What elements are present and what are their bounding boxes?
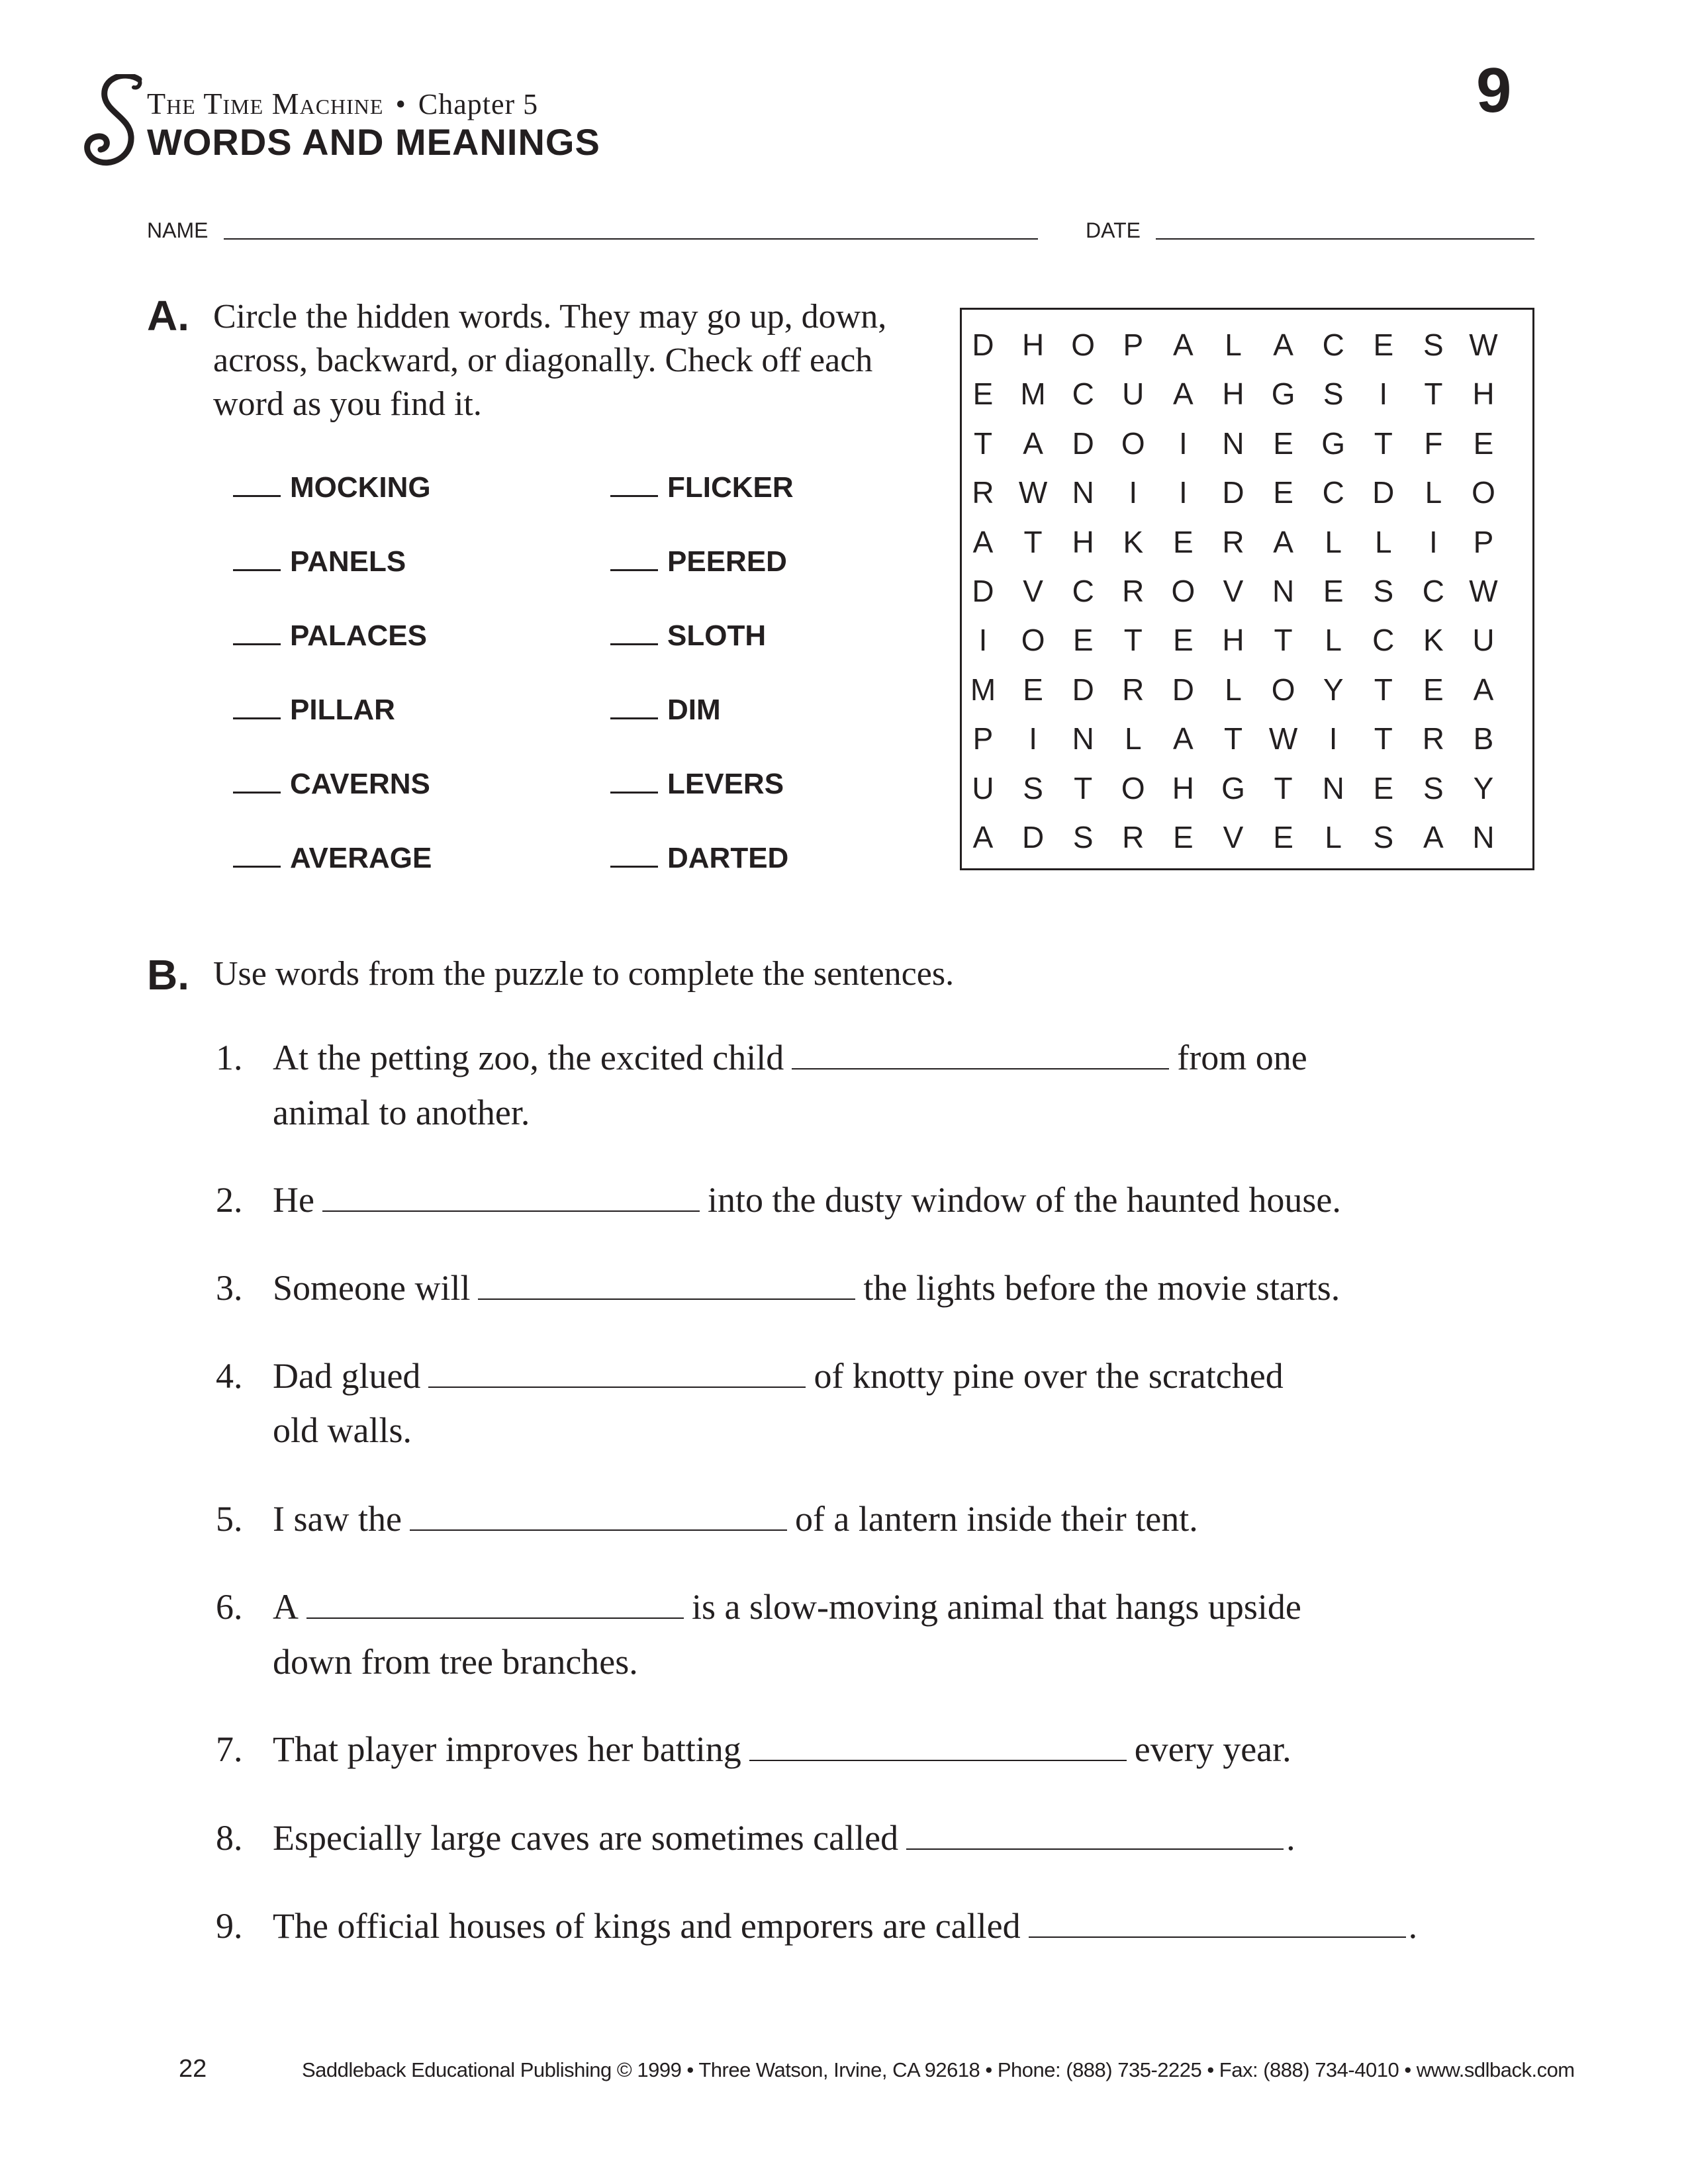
section-a-letter: A. (147, 292, 189, 340)
check-blank[interactable] (233, 488, 281, 497)
sentence-4: Dad glued of knotty pine over the scratched (273, 1356, 1284, 1396)
sentence-1: At the petting zoo, the excited child from one (273, 1038, 1307, 1077)
puzzle-letter[interactable]: T (973, 426, 993, 461)
puzzle-letter[interactable]: A (1173, 328, 1194, 362)
puzzle-letter[interactable]: K (1423, 623, 1444, 658)
check-blank[interactable] (610, 711, 658, 719)
puzzle-letter[interactable]: L (1375, 524, 1392, 559)
puzzle-letter[interactable]: H (1172, 770, 1194, 805)
puzzle-letter[interactable]: P (972, 721, 994, 756)
puzzle-letter[interactable]: E (1423, 672, 1444, 707)
puzzle-letter[interactable]: E (1173, 820, 1194, 854)
puzzle-letter[interactable]: G (1221, 770, 1245, 805)
puzzle-letter[interactable]: I (1179, 426, 1188, 461)
book-title: The Time Machine (147, 87, 384, 120)
puzzle-letter[interactable]: U (972, 770, 994, 805)
puzzle-letter[interactable]: S (1373, 574, 1394, 608)
answer-blank[interactable] (478, 1269, 855, 1300)
answer-blank[interactable] (1029, 1907, 1406, 1938)
section-b-letter: B. (147, 951, 189, 999)
puzzle-letter[interactable]: G (1321, 426, 1346, 461)
puzzle-letter[interactable]: V (1223, 820, 1244, 854)
check-blank[interactable] (233, 637, 281, 645)
puzzle-letter[interactable]: H (1472, 377, 1495, 412)
puzzle-letter[interactable]: W (1018, 475, 1048, 510)
sentence-number: 7. (216, 1729, 243, 1769)
check-blank[interactable] (233, 859, 281, 868)
puzzle-letter[interactable]: A (1173, 721, 1194, 756)
answer-blank[interactable] (428, 1357, 806, 1388)
puzzle-letter[interactable]: T (1123, 623, 1143, 658)
puzzle-letter[interactable]: O (1121, 426, 1145, 461)
puzzle-letter[interactable]: C (1072, 574, 1094, 608)
puzzle-letter[interactable]: H (1222, 377, 1244, 412)
puzzle-letter[interactable]: D (972, 574, 994, 608)
puzzle-letter[interactable]: I (1379, 377, 1388, 412)
puzzle-letter[interactable]: A (1273, 524, 1293, 559)
puzzle-letter[interactable]: R (1222, 524, 1244, 559)
sentence-number: 9. (216, 1906, 243, 1946)
puzzle-letter[interactable]: L (1325, 820, 1342, 854)
word-search-grid (960, 308, 1534, 870)
puzzle-letter[interactable]: T (1374, 672, 1393, 707)
puzzle-letter[interactable]: I (978, 623, 988, 658)
puzzle-letter[interactable]: N (1222, 426, 1244, 461)
puzzle-letter[interactable]: C (1072, 377, 1094, 412)
answer-blank[interactable] (322, 1181, 700, 1212)
sentence-number: 1. (216, 1038, 243, 1077)
word-item[interactable]: PALACES (233, 619, 427, 653)
puzzle-letter[interactable]: T (1424, 377, 1443, 412)
sentence-number: 6. (216, 1587, 243, 1627)
name-label: NAME (147, 218, 209, 242)
puzzle-letter[interactable]: M (970, 672, 996, 707)
word-item[interactable]: AVERAGE (233, 842, 432, 875)
puzzle-letter[interactable]: D (1072, 672, 1094, 707)
puzzle-letter[interactable]: D (1172, 672, 1194, 707)
chapter-label: Chapter 5 (418, 88, 539, 120)
sentence-9: The official houses of kings and emporers are called . (273, 1906, 1418, 1946)
puzzle-letter[interactable]: A (1023, 426, 1043, 461)
puzzle-letter[interactable]: E (1473, 426, 1494, 461)
puzzle-letter[interactable]: N (1322, 770, 1344, 805)
puzzle-letter[interactable]: E (1323, 574, 1344, 608)
puzzle-letter[interactable]: R (972, 475, 994, 510)
answer-blank[interactable] (906, 1819, 1284, 1850)
sentence-number: 5. (216, 1499, 243, 1539)
puzzle-letter[interactable]: I (1029, 721, 1037, 756)
sentence-number: 2. (216, 1180, 243, 1220)
word-item[interactable]: PANELS (233, 545, 406, 578)
puzzle-letter[interactable]: T (1274, 770, 1293, 805)
puzzle-letter[interactable]: N (1072, 475, 1094, 510)
sentence-8: Especially large caves are sometimes called . (273, 1818, 1295, 1858)
puzzle-letter[interactable]: E (1072, 623, 1094, 658)
puzzle-letter[interactable]: H (1021, 328, 1045, 362)
puzzle-letter[interactable]: N (1472, 820, 1495, 854)
puzzle-letter[interactable]: A (972, 820, 994, 854)
puzzle-letter[interactable]: D (1222, 475, 1244, 510)
puzzle-letter[interactable]: A (972, 524, 994, 559)
check-blank[interactable] (610, 859, 658, 868)
puzzle-letter[interactable]: C (1322, 475, 1344, 510)
sentence-number: 4. (216, 1356, 243, 1396)
section-a-instructions: Circle the hidden words. They may go up, down, across, backward, or diagonally. Check off each word as you find it. (213, 298, 887, 423)
word-item[interactable]: DARTED (610, 842, 788, 875)
puzzle-letter[interactable]: D (972, 328, 994, 362)
puzzle-letter[interactable]: D (1072, 426, 1094, 461)
puzzle-letter[interactable]: L (1425, 475, 1442, 510)
answer-blank[interactable] (410, 1500, 787, 1531)
puzzle-letter[interactable]: A (1473, 672, 1494, 707)
puzzle-letter[interactable]: T (1023, 524, 1043, 559)
puzzle-letter[interactable]: O (1021, 623, 1045, 658)
word-item[interactable]: CAVERNS (233, 768, 430, 801)
puzzle-letter[interactable]: S (1373, 820, 1394, 854)
puzzle-letter[interactable]: I (1179, 475, 1188, 510)
puzzle-letter[interactable]: I (1129, 475, 1138, 510)
puzzle-letter[interactable]: S (1023, 770, 1043, 805)
puzzle-letter[interactable]: P (1473, 524, 1494, 559)
answer-blank[interactable] (749, 1731, 1127, 1761)
puzzle-letter[interactable]: L (1225, 672, 1242, 707)
puzzle-letter[interactable]: C (1322, 328, 1344, 362)
puzzle-letter[interactable]: L (1125, 721, 1142, 756)
puzzle-letter[interactable]: W (1469, 574, 1498, 608)
puzzle-letter[interactable]: K (1123, 524, 1144, 559)
puzzle-letter[interactable]: A (1173, 377, 1194, 412)
series-title: The Time Machine • Chapter 5 (147, 87, 539, 120)
page-number: 22 (179, 2055, 207, 2083)
puzzle-letter[interactable]: D (1372, 475, 1395, 510)
worksheet-number: 9 (1476, 55, 1512, 126)
sentence-6-continued: down from tree branches. (273, 1642, 638, 1682)
sentence-6: A is a slow-moving animal that hangs upside (273, 1587, 1301, 1627)
puzzle-letter[interactable]: E (1373, 770, 1394, 805)
puzzle-letter[interactable]: S (1423, 328, 1444, 362)
puzzle-letter[interactable]: V (1223, 574, 1244, 608)
puzzle-letter[interactable]: T (1074, 770, 1093, 805)
puzzle-letter[interactable]: O (1171, 574, 1196, 608)
puzzle-letter[interactable]: E (1273, 820, 1293, 854)
puzzle-letter[interactable]: B (1473, 721, 1494, 756)
check-blank[interactable] (233, 711, 281, 719)
answer-blank[interactable] (306, 1588, 684, 1619)
puzzle-letter[interactable]: L (1325, 524, 1342, 559)
puzzle-letter[interactable]: T (1223, 721, 1243, 756)
date-field[interactable] (1156, 238, 1534, 240)
puzzle-letter[interactable]: R (1122, 820, 1145, 854)
puzzle-letter[interactable]: M (1020, 377, 1046, 412)
puzzle-letter[interactable]: R (1422, 721, 1444, 756)
check-blank[interactable] (610, 488, 658, 497)
name-field[interactable] (224, 238, 1038, 240)
page-title: WORDS AND MEANINGS (147, 121, 600, 163)
puzzle-letter[interactable]: G (1271, 377, 1295, 412)
date-label: DATE (1086, 218, 1141, 242)
puzzle-letter[interactable]: L (1225, 328, 1242, 362)
word-item[interactable]: MOCKING (233, 471, 431, 504)
puzzle-letter[interactable]: E (1023, 672, 1043, 707)
answer-blank[interactable] (792, 1039, 1169, 1069)
puzzle-letter[interactable]: Y (1473, 770, 1494, 805)
puzzle-letter[interactable]: D (1021, 820, 1045, 854)
puzzle-letter[interactable]: F (1424, 426, 1443, 461)
puzzle-letter[interactable]: C (1372, 623, 1395, 658)
puzzle-letter[interactable]: E (1273, 426, 1293, 461)
puzzle-letter[interactable]: I (1329, 721, 1338, 756)
check-blank[interactable] (610, 785, 658, 794)
sentence-7: That player improves her batting every year. (273, 1729, 1291, 1769)
check-blank[interactable] (233, 785, 281, 794)
puzzle-letter[interactable]: U (1472, 623, 1495, 658)
puzzle-letter[interactable]: E (1173, 623, 1194, 658)
sentence-5: I saw the of a lantern inside their tent. (273, 1499, 1198, 1539)
puzzle-letter[interactable]: U (1122, 377, 1145, 412)
word-item[interactable]: SLOTH (610, 619, 766, 653)
publisher-footer: Saddleback Educational Publishing © 1999 • Three Watson, Irvine, CA 92618 • Phone: (888) 735-2225 • Fax: (888) 734-4010 • www.sdlback.com (302, 2058, 1575, 2081)
sentence-number: 3. (216, 1268, 243, 1308)
sentence-3: Someone will the lights before the movie starts. (273, 1268, 1340, 1308)
check-blank[interactable] (610, 637, 658, 645)
puzzle-letter[interactable]: E (1373, 328, 1394, 362)
puzzle-letter[interactable]: O (1071, 328, 1096, 362)
section-b-instructions: Use words from the puzzle to complete the sentences. (213, 955, 955, 993)
word-item[interactable]: LEVERS (610, 768, 784, 801)
puzzle-letter[interactable]: V (1023, 574, 1043, 608)
puzzle-letter[interactable]: A (1273, 328, 1293, 362)
check-blank[interactable] (610, 563, 658, 571)
puzzle-letter[interactable]: T (1274, 623, 1293, 658)
puzzle-letter[interactable]: S (1323, 377, 1344, 412)
puzzle-letter[interactable]: N (1072, 721, 1094, 756)
puzzle-letter[interactable]: T (1374, 721, 1393, 756)
sentence-2: He into the dusty window of the haunted house. (273, 1180, 1341, 1220)
s-logo-icon (78, 74, 151, 173)
puzzle-letter[interactable]: E (972, 377, 994, 412)
puzzle-letter[interactable]: O (1472, 475, 1495, 510)
sentence-4-continued: old walls. (273, 1410, 412, 1450)
check-blank[interactable] (233, 563, 281, 571)
word-item[interactable]: PILLAR (233, 694, 395, 727)
puzzle-letter[interactable]: S (1072, 820, 1094, 854)
puzzle-letter[interactable]: I (1429, 524, 1438, 559)
word-item[interactable]: DIM (610, 694, 721, 727)
puzzle-letter[interactable]: P (1123, 328, 1144, 362)
puzzle-letter[interactable]: H (1222, 623, 1244, 658)
word-item[interactable]: FLICKER (610, 471, 794, 504)
sentence-1-continued: animal to another. (273, 1093, 530, 1132)
sentence-number: 8. (216, 1818, 243, 1858)
puzzle-letter[interactable]: E (1273, 475, 1293, 510)
puzzle-letter[interactable]: A (1423, 820, 1444, 854)
puzzle-letter[interactable]: R (1122, 574, 1145, 608)
puzzle-letter[interactable]: W (1469, 328, 1498, 362)
puzzle-letter[interactable]: S (1423, 770, 1444, 805)
puzzle-letter[interactable]: E (1173, 524, 1194, 559)
puzzle-letter[interactable]: O (1271, 672, 1295, 707)
puzzle-letter[interactable]: L (1325, 623, 1342, 658)
word-item[interactable]: PEERED (610, 545, 787, 578)
puzzle-letter[interactable]: O (1121, 770, 1145, 805)
puzzle-letter[interactable]: N (1272, 574, 1295, 608)
puzzle-letter[interactable]: T (1374, 426, 1393, 461)
puzzle-letter[interactable]: H (1072, 524, 1094, 559)
puzzle-letter[interactable]: C (1422, 574, 1444, 608)
puzzle-letter[interactable]: Y (1323, 672, 1344, 707)
puzzle-letter[interactable]: R (1122, 672, 1145, 707)
puzzle-letter[interactable]: W (1268, 721, 1298, 756)
